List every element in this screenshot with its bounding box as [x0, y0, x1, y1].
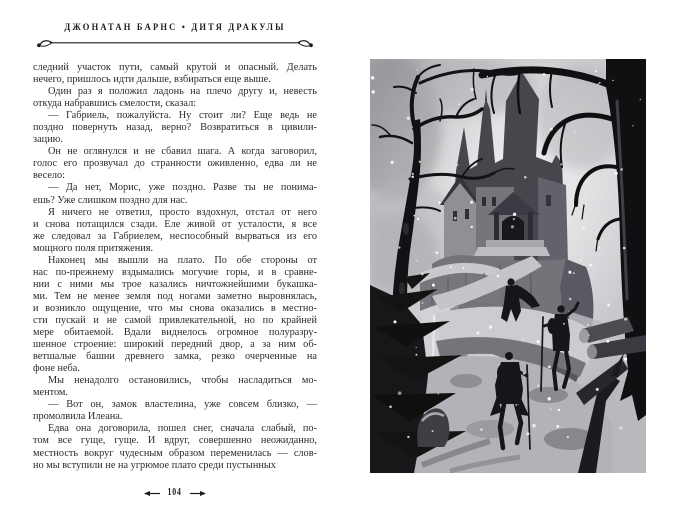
text-line: ментом.	[33, 387, 69, 399]
text-line: местность вокруг чудесным образом переменилась — слов-	[33, 447, 317, 459]
paragraph	[33, 86, 317, 110]
header-ornament-rule	[35, 37, 315, 49]
text-line: — Вот он, замок властелина, уже совсем близко, —	[48, 399, 317, 411]
text-line: откуда набравшись смелости, сказал:	[33, 98, 197, 110]
text-line: зацию.	[33, 134, 63, 146]
folio-arrow-right	[190, 490, 206, 497]
left-page	[33, 20, 317, 510]
paragraph	[33, 110, 317, 146]
text-line: Наконец мы вышли на плато. По обе стороны от	[48, 254, 317, 266]
paragraph	[33, 62, 317, 86]
text-line: шенное строение: широкий передний двор, а за ним об-	[33, 339, 317, 351]
paragraph	[33, 399, 317, 423]
text-line: промолвила Илеана.	[33, 411, 123, 423]
text-line: Мы ненадолго остановились, чтобы насладиться мо-	[48, 375, 317, 387]
text-line: и снова потащился сзади. Еле живой от усталости, я все	[33, 218, 317, 230]
text-line: нии с ними мы трое казались ничтожнейшими букашка-	[33, 278, 317, 290]
text-line: нас по-прежнему вздымались могучие горы, и в сравне-	[33, 266, 317, 278]
text-line: и возникло ощущение, что мы снова оказались в местно-	[33, 302, 317, 314]
text-line: мере обитаемой. Вдали виднелось огромное полуразру-	[33, 327, 317, 339]
folio-arrow-left	[144, 490, 160, 497]
text-line: нечего, пришлось идти дальше, взбираться еще выше.	[33, 74, 271, 86]
text-line: ветшалые башни древнего замка, резко очерченные на	[33, 351, 317, 363]
castle-illustration	[370, 59, 646, 473]
text-line: ми. Тем не менее земля под ногами заметно выровнялась,	[33, 290, 317, 302]
paragraph	[33, 423, 317, 471]
text-line: Один раз я положил ладонь на плечо другу и, невесть	[48, 86, 317, 98]
body-text	[33, 62, 317, 472]
text-line: весело:	[33, 170, 66, 182]
paragraph	[33, 375, 317, 399]
text-line: Он не оглянулся и не сбавил шага. А когда заговорил,	[48, 146, 317, 158]
text-line: сти пускай и не самой привлекательной, но по крайней	[33, 314, 317, 326]
text-line: следний участок пути, самый крутой и опасный. Делать	[33, 62, 317, 73]
text-line: ешь? Уже слишком поздно для нас.	[33, 194, 188, 206]
page-number: 104	[167, 487, 183, 499]
paragraph	[33, 255, 317, 375]
text-line: поздно повернуть назад, верно? Возвратиться в цивили-	[33, 122, 317, 134]
paragraph	[33, 207, 317, 255]
text-line: — Габриель, пожалуйста. Ну стоит ли? Еще ведь не	[48, 110, 317, 122]
text-line: том все гуще, гуще. И вдруг, совершенно неожиданно,	[33, 435, 317, 447]
castle-illustration-svg	[370, 59, 646, 473]
text-line: фоне неба.	[33, 363, 80, 375]
page-footer	[33, 486, 317, 500]
text-line: — Да нет, Морис, уже поздно. Разве ты не понима-	[48, 182, 317, 194]
text-line: Я ничего не ответил, просто вздохнул, отстал от него	[48, 206, 317, 218]
paragraph	[33, 146, 317, 182]
text-line: Едва она договорила, пошел снег, сначала слабый, по-	[48, 423, 317, 435]
text-line: мощного поля притяжения.	[33, 242, 154, 254]
text-line: голос его прозвучал до странности оживленно, едва ли не	[33, 158, 317, 170]
text-line: же следовал за Габриелем, неспособный вырваться из его	[33, 230, 317, 242]
text-line: но мы вступили не на угрюмое плато среди пустынных	[33, 459, 276, 471]
running-header: ДЖОНАТАН БАРНС • ДИТЯ ДРАКУЛЫ	[64, 21, 286, 33]
paragraph	[33, 182, 317, 206]
